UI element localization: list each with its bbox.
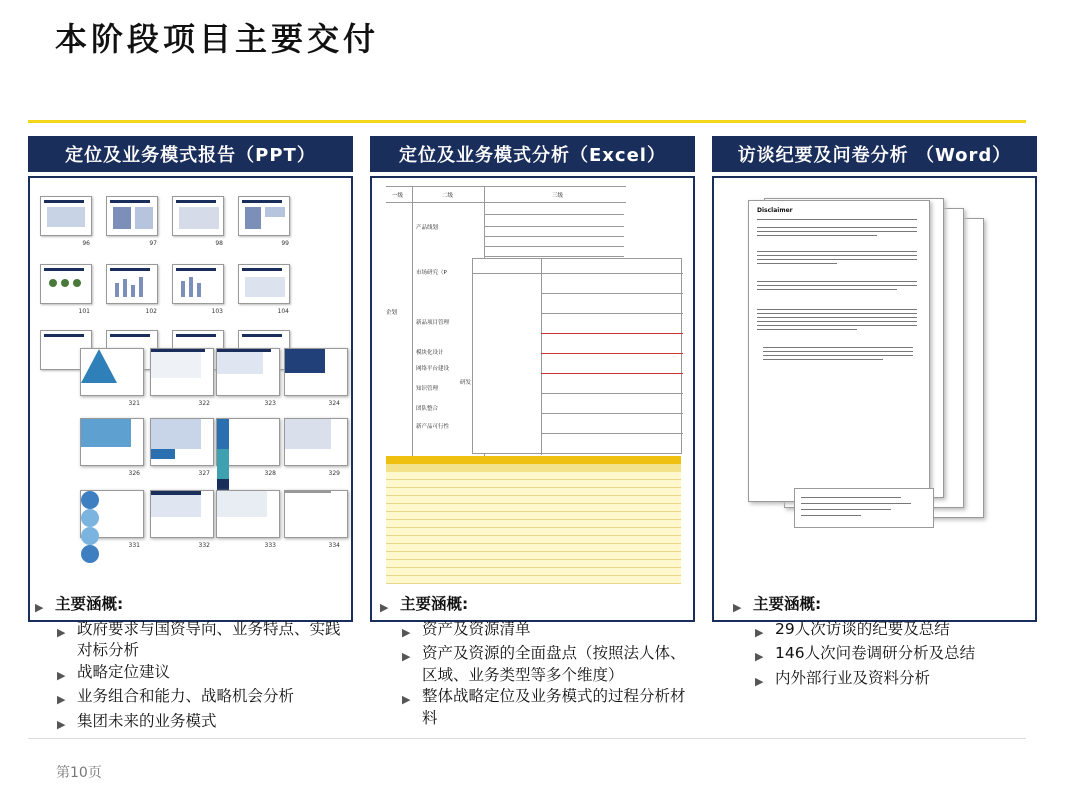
triangle-bullet-icon: ▶ bbox=[402, 650, 411, 663]
triangle-bullet-icon: ▶ bbox=[380, 601, 389, 614]
column-header: 定位及业务模式报告（PPT） bbox=[28, 136, 353, 172]
summary-item: 战略定位建议 bbox=[77, 662, 171, 681]
triangle-bullet-icon: ▶ bbox=[733, 601, 742, 614]
triangle-bullet-icon: ▶ bbox=[57, 625, 66, 639]
slide-thumbnail bbox=[80, 348, 144, 396]
slide-number: 99 bbox=[281, 240, 289, 247]
doc-page-front bbox=[748, 200, 930, 502]
triangle-bullet-icon: ▶ bbox=[402, 625, 411, 639]
slide-number: 327 bbox=[198, 470, 210, 477]
slide-thumbnail bbox=[284, 348, 348, 396]
sheet-level1: 研发 bbox=[460, 380, 472, 386]
summary-item: 资产及资源清单 bbox=[422, 619, 531, 638]
slide-thumbnail bbox=[106, 196, 158, 236]
summary-item: 业务组合和能力、战略机会分析 bbox=[77, 687, 295, 705]
overlay-sheet bbox=[472, 258, 682, 454]
triangle-bullet-icon: ▶ bbox=[755, 650, 764, 663]
summary-excel bbox=[380, 594, 700, 729]
table-header-bar bbox=[386, 456, 681, 464]
page-title: 本阶段项目主要交付 bbox=[55, 20, 380, 58]
footer-divider bbox=[28, 738, 1026, 739]
slide-thumbnail bbox=[284, 418, 348, 466]
summary-ppt bbox=[35, 594, 355, 735]
slide-thumbnail bbox=[80, 490, 144, 538]
column-header: 访谈纪要及问卷分析 （Word） bbox=[712, 136, 1037, 172]
sheet-level2: 市场研究（P bbox=[416, 270, 447, 276]
summary-word bbox=[733, 594, 1053, 692]
summary-item: 政府要求与国资导向、业务特点、实践对标分析 bbox=[77, 619, 341, 659]
slide-number: 96 bbox=[82, 240, 90, 247]
slide-thumbnail bbox=[150, 348, 214, 396]
triangle-bullet-icon: ▶ bbox=[402, 693, 411, 706]
title-divider bbox=[28, 120, 1026, 123]
slide-number: 321 bbox=[128, 400, 140, 407]
slide-number: 324 bbox=[328, 400, 340, 407]
deliverable-ppt bbox=[28, 136, 353, 622]
sheet-level2: 团队整合 bbox=[416, 406, 439, 412]
slide-thumbnail bbox=[238, 196, 290, 236]
slide-number: 332 bbox=[198, 542, 210, 549]
slide-number: 102 bbox=[145, 308, 157, 315]
slide-thumbnail bbox=[216, 490, 280, 538]
summary-item: 集团未来的业务模式 bbox=[77, 711, 217, 730]
triangle-bullet-icon: ▶ bbox=[755, 674, 764, 688]
triangle-bullet-icon: ▶ bbox=[755, 625, 764, 639]
slide-number: 329 bbox=[328, 470, 340, 477]
sheet-level2: 网络平台建设 bbox=[416, 366, 450, 372]
slide-number: 323 bbox=[264, 400, 276, 407]
summary-item: 146人次问卷调研分析及总结 bbox=[775, 644, 976, 662]
deliverable-excel bbox=[370, 136, 695, 622]
slide-thumbnail bbox=[216, 418, 280, 466]
sheet-level2: 新产品可行性 bbox=[416, 424, 450, 430]
slide-number: 103 bbox=[211, 308, 223, 315]
slide-number: 326 bbox=[128, 470, 140, 477]
summary-item: 内外部行业及资料分析 bbox=[775, 668, 931, 687]
slide-thumbnail bbox=[150, 418, 214, 466]
slide-thumbnail bbox=[80, 418, 144, 466]
slide-number: 104 bbox=[277, 308, 289, 315]
slide-thumbnail bbox=[172, 264, 224, 304]
column-header: 定位及业务模式分析（Excel） bbox=[370, 136, 695, 172]
sheet-level1: 企划 bbox=[386, 310, 398, 316]
summary-title: 主要涵概: bbox=[753, 595, 822, 613]
slide-thumbnail bbox=[284, 490, 348, 538]
sheet-header: 一级 bbox=[392, 193, 404, 199]
summary-title: 主要涵概: bbox=[55, 595, 124, 613]
summary-item: 29人次访谈的纪要及总结 bbox=[775, 619, 950, 638]
sheet-level2: 产品线划 bbox=[416, 225, 439, 231]
triangle-bullet-icon: ▶ bbox=[57, 668, 66, 682]
slide-number: 97 bbox=[149, 240, 157, 247]
sheet-header: 二级 bbox=[442, 193, 454, 199]
slide-number: 322 bbox=[198, 400, 210, 407]
slide-number: 101 bbox=[78, 308, 90, 315]
doc-page-bottom bbox=[794, 488, 934, 528]
word-preview-frame bbox=[712, 176, 1037, 622]
page-number: 第10页 bbox=[56, 765, 102, 781]
ppt-thumbnail-frame bbox=[28, 176, 353, 622]
slide-thumbnail bbox=[40, 264, 92, 304]
slide-number: 328 bbox=[264, 470, 276, 477]
slide-thumbnail bbox=[150, 490, 214, 538]
doc-heading: Disclaimer bbox=[757, 207, 793, 214]
slide-thumbnail bbox=[216, 348, 280, 396]
slide-thumbnail bbox=[106, 264, 158, 304]
triangle-bullet-icon: ▶ bbox=[57, 693, 66, 706]
slide-number: 98 bbox=[215, 240, 223, 247]
excel-preview-frame bbox=[370, 176, 695, 622]
summary-item: 整体战略定位及业务模式的过程分析材料 bbox=[422, 687, 686, 727]
slide-number: 331 bbox=[128, 542, 140, 549]
deliverable-word bbox=[712, 136, 1037, 622]
slide-thumbnail bbox=[172, 196, 224, 236]
slide-thumbnail bbox=[238, 264, 290, 304]
sheet-header: 三级 bbox=[552, 193, 564, 199]
slide-thumbnail bbox=[40, 196, 92, 236]
triangle-bullet-icon: ▶ bbox=[35, 601, 44, 614]
summary-item: 资产及资源的全面盘点（按照法人体、区域、业务类型等多个维度） bbox=[422, 644, 686, 684]
sheet-level2: 模块化设计 bbox=[416, 350, 444, 356]
slide-number: 333 bbox=[264, 542, 276, 549]
summary-title: 主要涵概: bbox=[400, 595, 469, 613]
sheet-level2: 知识管理 bbox=[416, 386, 439, 392]
sheet-level2: 新品项目管理 bbox=[416, 320, 450, 326]
table-subheader-bar bbox=[386, 464, 681, 472]
slide-number: 334 bbox=[328, 542, 340, 549]
triangle-bullet-icon: ▶ bbox=[57, 717, 66, 731]
